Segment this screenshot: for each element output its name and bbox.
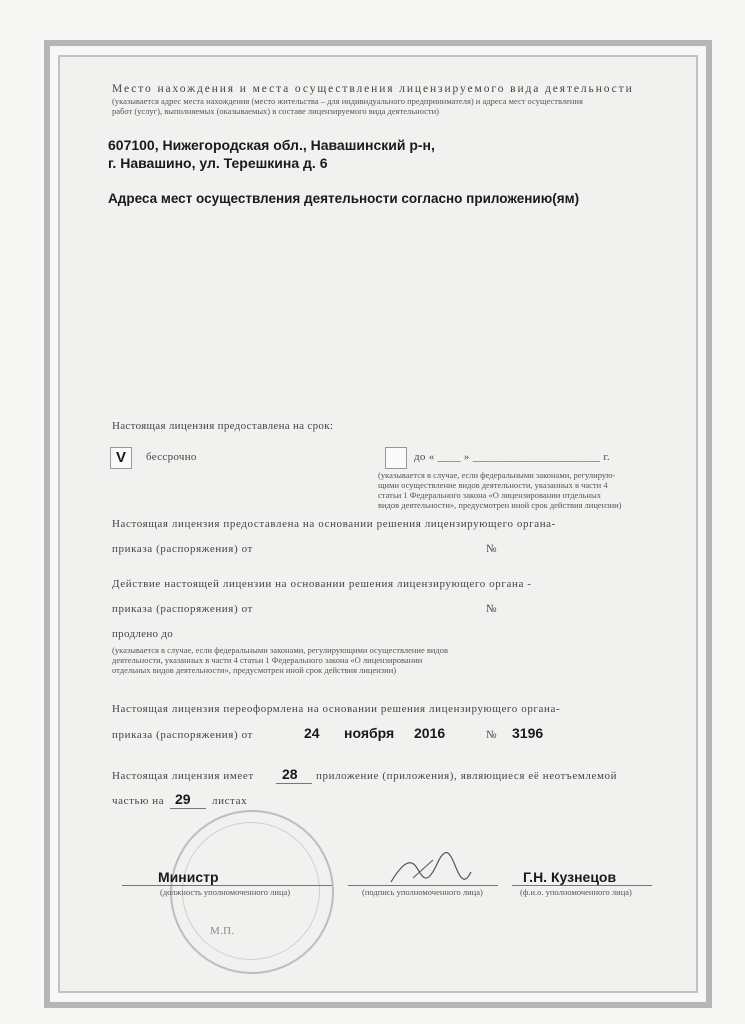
appendix-sheets-suffix: листах (212, 795, 248, 807)
appendix-sheets: 29 (175, 791, 191, 807)
signer-name: Г.Н. Кузнецов (523, 869, 617, 885)
granted-no: № (486, 543, 497, 555)
granted-order: приказа (распоряжения) от (112, 543, 253, 555)
extended-note-3: отдельных видов деятельности», предусмотрен иной срок действия лицензии) (112, 665, 397, 675)
appendix-part-prefix: частью на (112, 795, 165, 807)
appendix-prefix: Настоящая лицензия имеет (112, 770, 254, 782)
reissued-order: приказа (распоряжения) от (112, 729, 253, 741)
extended-note-2: деятельности, указанных в части 4 статьи 1 Федерального закона «О лицензировании (112, 655, 423, 665)
address-line-1: 607100, Нижегородская обл., Навашинский р-н, (108, 137, 435, 153)
extended-note-1: (указывается в случае, если федеральными законами, регулирующими осуществление видов (112, 645, 449, 655)
reissued-number: 3196 (512, 725, 544, 741)
locations-heading: Место нахождения и места осуществления лицензируемого вида деятельности (112, 83, 634, 95)
position-line (122, 885, 332, 886)
activity-places-text: Адреса мест осуществления деятельности согласно приложению(ям) (108, 191, 580, 206)
check-mark: V (116, 449, 127, 466)
extended-line: Действие настоящей лицензии на основании решения лицензирующего органа - (112, 578, 532, 590)
appendix-count: 28 (282, 766, 298, 782)
signature-scribble (385, 852, 475, 888)
unlimited-label: бессрочно (146, 451, 197, 463)
appendix-sheets-line (170, 808, 206, 809)
term-note-2: щими осуществление видов деятельности, указанных в части 4 (378, 480, 608, 490)
extended-order: приказа (распоряжения) от (112, 603, 253, 615)
signature-note: (подпись уполномоченного лица) (362, 887, 483, 897)
locations-note-2: работ (услуг), выполняемых (оказываемых) в составе лицензируемого вида деятельности) (112, 106, 440, 116)
unlimited-checkbox (110, 447, 132, 469)
reissued-day: 24 (304, 725, 320, 741)
reissued-year: 2016 (414, 725, 446, 741)
signature-line (348, 885, 498, 886)
term-label: Настоящая лицензия предоставлена на срок: (112, 420, 334, 432)
appendix-count-line (276, 783, 312, 784)
term-note-3: статьи 1 Федерального закона «О лицензировании отдельных (378, 490, 601, 500)
signer-position: Министр (158, 869, 219, 885)
extended-until: продлено до (112, 628, 174, 640)
locations-note-1: (указывается адрес места нахождения (место жительства – для индивидуального предпринимателя) и адреса мест осуществления (112, 96, 583, 106)
term-until-checkbox (385, 447, 407, 469)
term-note-1: (указывается в случае, если федеральными законами, регулирую- (378, 470, 616, 480)
name-line (512, 885, 652, 886)
reissued-month: ноября (344, 725, 395, 741)
stamp-place: М.П. (210, 925, 235, 937)
name-note: (ф.и.о. уполномоченного лица) (520, 887, 632, 897)
position-note: (должность уполномоченного лица) (160, 887, 291, 897)
address-line-2: г. Навашино, ул. Терешкина д. 6 (108, 155, 328, 171)
granted-line: Настоящая лицензия предоставлена на основании решения лицензирующего органа- (112, 518, 556, 530)
extended-no: № (486, 603, 497, 615)
reissued-line: Настоящая лицензия переоформлена на основании решения лицензирующего органа- (112, 703, 561, 715)
appendix-suffix: приложение (приложения), являющиеся её неотъемлемой (316, 770, 618, 782)
reissued-no: № (486, 729, 497, 741)
term-note-4: видов деятельности», предусмотрен иной срок действия лицензии) (378, 500, 622, 510)
term-until-line: до « ____ » ______________________ г. (414, 451, 610, 463)
